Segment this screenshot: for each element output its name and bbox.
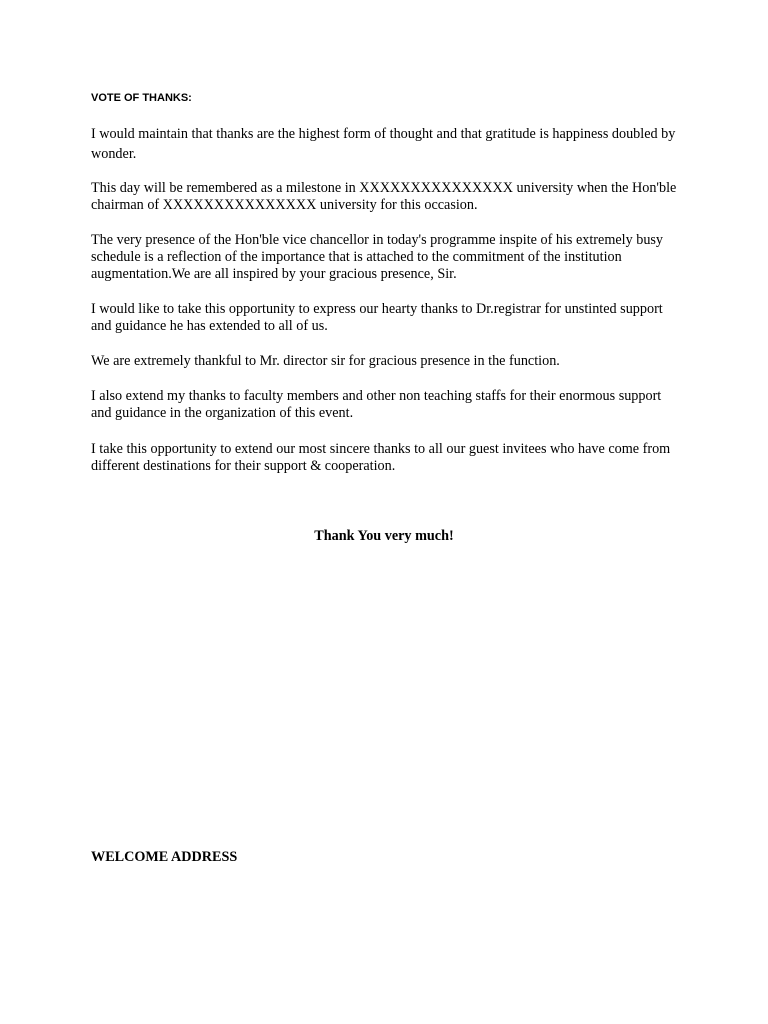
paragraph-6: I also extend my thanks to faculty members and other non teaching staffs for their enormous support and guidance in the organization of this event. bbox=[91, 388, 662, 421]
paragraph-2: This day will be remembered as a milestone in XXXXXXXXXXXXXXX university when the Hon'ble chairman of XXXXXXXXXXXXXXX university for this occasion. bbox=[91, 180, 677, 213]
closing-line: Thank You very much! bbox=[314, 528, 454, 544]
section-heading-welcome-address: WELCOME ADDRESS bbox=[91, 849, 238, 865]
paragraph-1: I would maintain that thanks are the highest form of thought and that gratitude is happiness doubled by wonder. bbox=[91, 126, 676, 162]
paragraph-5: We are extremely thankful to Mr. director sir for gracious presence in the function. bbox=[91, 353, 560, 369]
paragraph-4: I would like to take this opportunity to express our hearty thanks to Dr.registrar for unstinted support and guidance he has extended to all of us. bbox=[91, 301, 663, 334]
section-heading-vote-of-thanks: VOTE OF THANKS: bbox=[91, 92, 192, 104]
paragraph-3: The very presence of the Hon'ble vice chancellor in today's programme inspite of his extremely busy schedule is a reflection of the importance that is attached to the commitment of the institution augmentation.We are all inspired by your gracious presence, Sir. bbox=[91, 232, 664, 282]
paragraph-7: I take this opportunity to extend our most sincere thanks to all our guest invitees who have come from different destinations for their support & cooperation. bbox=[91, 441, 671, 474]
